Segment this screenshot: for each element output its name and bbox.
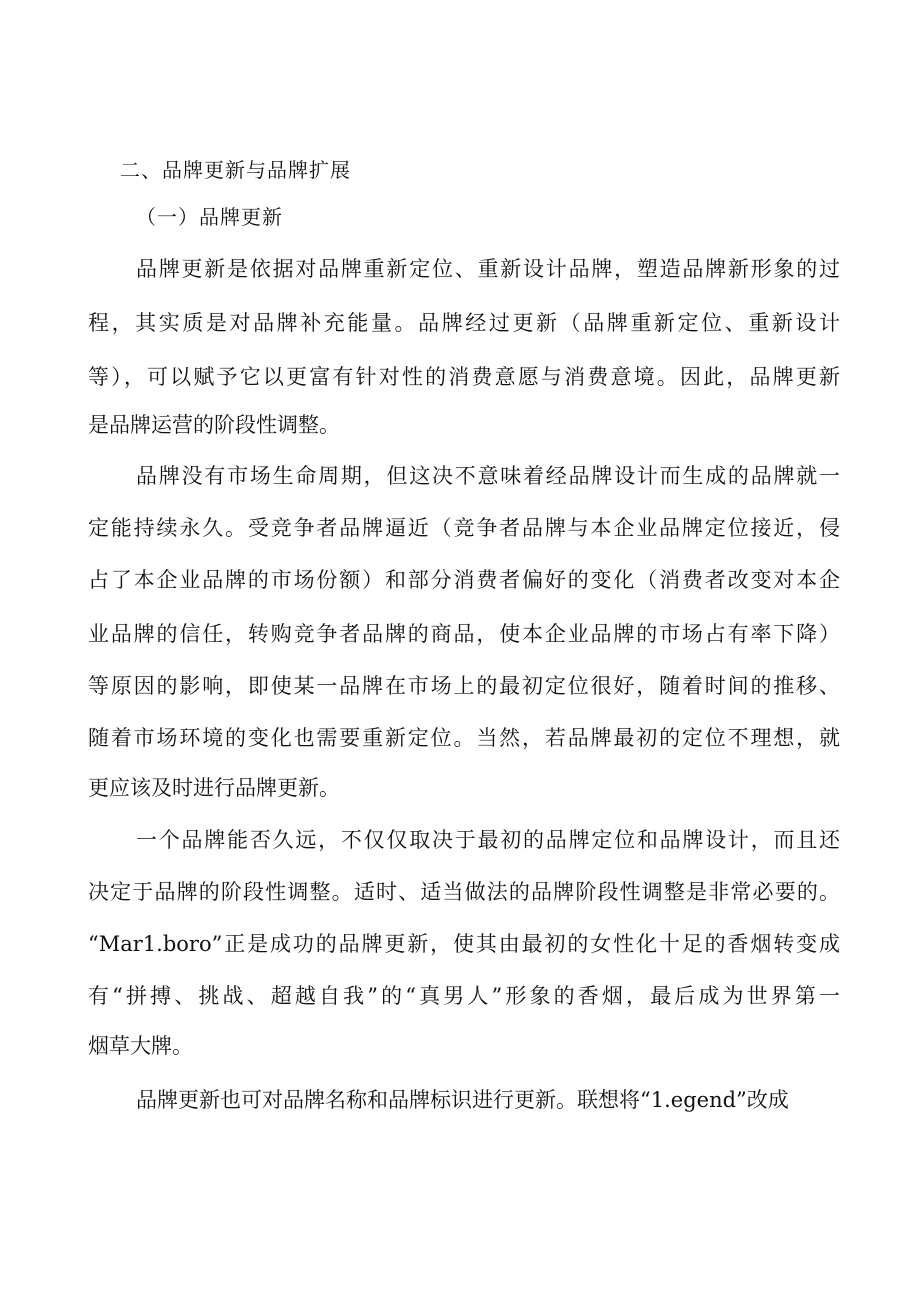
paragraph-line: 品牌没有市场生命周期，但这决不意味着经品牌设计而生成的品牌就一 xyxy=(136,464,840,488)
paragraph-line: 有“拼搏、挑战、超越自我”的“真男人”形象的香烟，最后成为世界第一 xyxy=(88,984,840,1008)
paragraph-line: “Mar1.boro”正是成功的品牌更新，使其由最初的女性化十足的香烟转变成 xyxy=(88,932,840,956)
paragraph-line: 程，其实质是对品牌补充能量。品牌经过更新（品牌重新定位、重新设计 xyxy=(88,311,840,335)
paragraph-line: 一个品牌能否久远，不仅仅取决于最初的品牌定位和品牌设计，而且还 xyxy=(136,828,840,852)
paragraph-line: 更应该及时进行品牌更新。 xyxy=(88,776,340,800)
paragraph-line: 业品牌的信任，转购竞争者品牌的商品，使本企业品牌的市场占有率下降） xyxy=(88,622,840,646)
paragraph-line: 决定于品牌的阶段性调整。适时、适当做法的品牌阶段性调整是非常必要的。 xyxy=(88,880,840,904)
paragraph-line: 品牌更新也可对品牌名称和品牌标识进行更新。联想将“1.egend”改成 xyxy=(136,1088,789,1112)
paragraph-line: 等原因的影响，即使某一品牌在市场上的最初定位很好，随着时间的推移、 xyxy=(88,674,840,698)
paragraph-line: 烟草大牌。 xyxy=(88,1034,193,1058)
paragraph-line: 是品牌运营的阶段性调整。 xyxy=(88,413,340,437)
paragraph-line: 品牌更新是依据对品牌重新定位、重新设计品牌，塑造品牌新形象的过 xyxy=(136,257,840,281)
section-heading: 二、品牌更新与品牌扩展 xyxy=(120,158,351,182)
subsection-heading: （一）品牌更新 xyxy=(136,205,283,229)
paragraph-line: 等），可以赋予它以更富有针对性的消费意愿与消费意境。因此，品牌更新 xyxy=(88,365,840,389)
paragraph-line: 随着市场环境的变化也需要重新定位。当然，若品牌最初的定位不理想，就 xyxy=(88,726,840,750)
paragraph-line: 占了本企业品牌的市场份额）和部分消费者偏好的变化（消费者改变对本企 xyxy=(88,568,840,592)
paragraph-line: 定能持续永久。受竞争者品牌逼近（竞争者品牌与本企业品牌定位接近，侵 xyxy=(88,516,840,540)
